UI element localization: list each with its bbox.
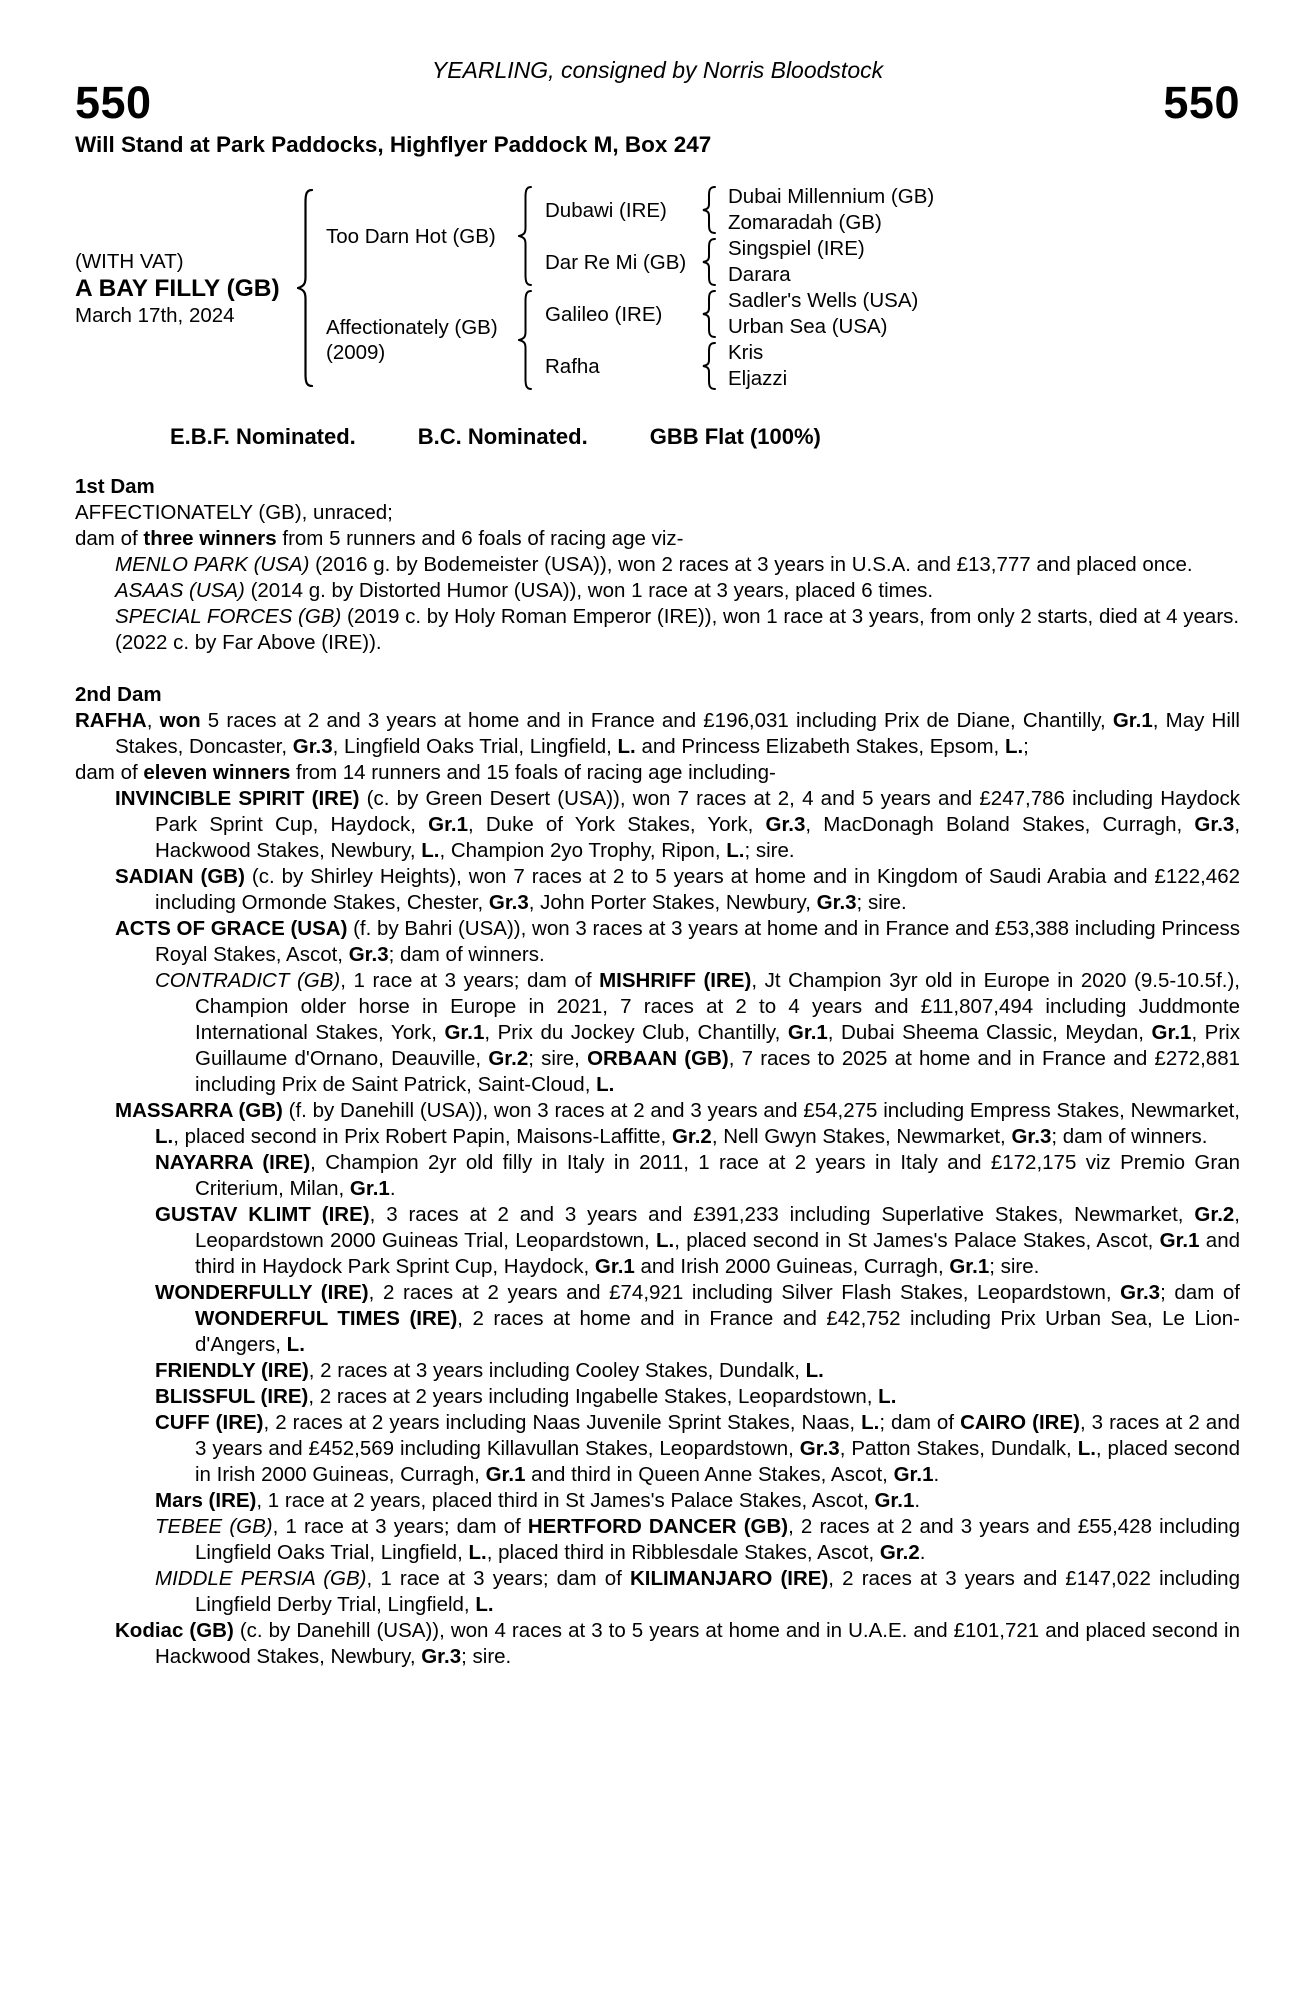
catalogue-paragraph: Kodiac (GB) (c. by Danehill (USA)), won 4 races at 3 to 5 years at home and in U.A.E. and £101,721 and placed second in Hackwood Stakes, Newbury, Gr.3; sire. — [115, 1619, 1240, 1668]
section-heading: 2nd Dam — [75, 683, 162, 706]
generation-1-column — [326, 184, 934, 392]
pedigree-brace-icon — [297, 189, 314, 387]
dam-section — [75, 474, 1240, 656]
catalogue-paragraph: MASSARRA (GB) (f. by Danehill (USA)), won 3 races at 2 and 3 years and £54,275 including Empress Stakes, Newmarket, L., placed second in Prix Robert Papin, Maisons-Laffitte, Gr.2, Nell Gwyn Stakes, Newmarket, Gr.3; dam of winners. — [115, 1099, 1240, 1148]
dam-granddam-branch — [545, 340, 918, 392]
great-grandparent-name: Singspiel (IRE) — [728, 237, 865, 260]
bc-nomination: B.C. Nominated. — [417, 424, 588, 449]
granddam-name: Rafha — [545, 354, 600, 378]
sire-grandsire-branch — [545, 184, 934, 236]
lot-number-row — [75, 77, 1240, 128]
dam-sections — [75, 474, 1240, 1670]
catalogue-paragraph: AFFECTIONATELY (GB), unraced; — [75, 501, 393, 524]
lot-number-left: 550 — [75, 77, 152, 128]
catalogue-paragraph: SPECIAL FORCES (GB) (2019 c. by Holy Roman Emperor (IRE)), won 1 race at 3 years, from only 2 starts, died at 4 years. — [115, 605, 1240, 628]
great-grandparent-name: Darara — [728, 263, 791, 286]
catalogue-paragraph: ASAAS (USA) (2014 g. by Distorted Humor (USA)), won 1 race at 3 years, placed 6 times. — [115, 579, 934, 602]
ebf-nomination: E.B.F. Nominated. — [170, 424, 356, 449]
granddam-brace-icon — [702, 238, 716, 286]
grandsire-name: Galileo (IRE) — [545, 302, 663, 326]
catalogue-paragraph: MIDDLE PERSIA (GB), 1 race at 3 years; dam of KILIMANJARO (IRE), 2 races at 3 years and £147,022 including Lingfield Derby Trial, Lingfield, L. — [155, 1567, 1240, 1616]
great-grandparent-name: Urban Sea (USA) — [728, 315, 888, 338]
catalogue-paragraph: NAYARRA (IRE), Champion 2yr old filly in Italy in 2011, 1 race at 2 years in Italy and £172,175 viz Premio Gran Criterium, Milan, Gr.1. — [155, 1151, 1240, 1200]
great-grandparent-name: Zomaradah (GB) — [728, 211, 882, 234]
pedigree-tree — [75, 184, 1240, 392]
nominations-row — [75, 424, 1240, 450]
great-grandparent-name: Sadler's Wells (USA) — [728, 289, 919, 312]
dam-name-block — [326, 315, 514, 365]
gbb-flat-note: GBB Flat (100%) — [649, 424, 821, 449]
sire-name: Too Darn Hot (GB) — [326, 224, 496, 248]
grandsire-brace-icon — [702, 186, 716, 234]
catalogue-paragraph: SADIAN (GB) (c. by Shirley Heights), won 7 races at 2 to 5 years at home and in Kingdom of Saudi Arabia and £122,462 including Ormonde Stakes, Chester, Gr.3, John Porter Stakes, Newbury, Gr.3; sire. — [115, 865, 1241, 914]
lot-details — [75, 249, 293, 328]
catalogue-paragraph: ACTS OF GRACE (USA) (f. by Bahri (USA)), won 3 races at 3 years at home and in France and £53,388 including Princess Royal Stakes, Ascot, Gr.3; dam of winners. — [115, 917, 1240, 966]
catalogue-paragraph: WONDERFULLY (IRE), 2 races at 2 years and £74,921 including Silver Flash Stakes, Leopardstown, Gr.3; dam of WONDERFUL TIMES (IRE), 2 races at home and in France and £42,752 including Prix Urban Sea, Le Lion-d'Angers, L. — [155, 1281, 1241, 1356]
grandsire-brace-icon — [702, 290, 716, 338]
dam-brace-icon — [518, 290, 533, 390]
granddam-brace-icon — [702, 342, 716, 390]
catalogue-paragraph: CUFF (IRE), 2 races at 2 years including Naas Juvenile Sprint Stakes, Naas, L.; dam of CAIRO (IRE), 3 races at 2 and 3 years and £452,569 including Killavullan Stakes, Leopardstown, Gr.3, Patton Stakes, Dundalk, L., placed second in Irish 2000 Guineas, Curragh, Gr.1 and third in Queen Anne Stakes, Ascot, Gr.1. — [155, 1411, 1241, 1486]
dam-branch — [326, 288, 934, 392]
catalogue-paragraph: MENLO PARK (USA) (2016 g. by Bodemeister (USA)), won 2 races at 3 years in U.S.A. and £13,777 and placed once. — [115, 553, 1193, 576]
sire-granddam-branch — [545, 236, 934, 288]
section-heading: 1st Dam — [75, 475, 155, 498]
catalogue-paragraph: Mars (IRE), 1 race at 2 years, placed third in St James's Palace Stakes, Ascot, Gr.1. — [155, 1489, 921, 1512]
sire-brace-icon — [518, 186, 533, 286]
catalogue-paragraph: CONTRADICT (GB), 1 race at 3 years; dam of MISHRIFF (IRE), Jt Champion 3yr old in Europe in 2020 (9.5-10.5f.), Champion older horse in Europe in 2021, 7 races at 2 to 4 years and £11,807,494 including Juddmonte International Stakes, York, Gr.1, Prix du Jockey Club, Chantilly, Gr.1, Dubai Sheema Classic, Meydan, Gr.1, Prix Guillaume d'Ornano, Deauville, Gr.2; sire, ORBAAN (GB), 7 races to 2025 at home and in France and £272,881 including Prix de Saint Patrick, Saint-Cloud, L. — [155, 969, 1240, 1096]
vat-note: (WITH VAT) — [75, 249, 184, 273]
catalogue-paragraph: TEBEE (GB), 1 race at 3 years; dam of HERTFORD DANCER (GB), 2 races at 2 and 3 years and £55,428 including Lingfield Oaks Trial, Lingfield, L., placed third in Ribblesdale Stakes, Ascot, Gr.2. — [155, 1515, 1241, 1564]
great-grandparent-name: Eljazzi — [728, 367, 788, 390]
catalogue-paragraph: RAFHA, won 5 races at 2 and 3 years at home and in France and £196,031 including Prix de Diane, Chantilly, Gr.1, May Hill Stakes, Doncaster, Gr.3, Lingfield Oaks Trial, Lingfield, L. and Princess Elizabeth Stakes, Epsom, L.; — [75, 709, 1240, 758]
foal-date: March 17th, 2024 — [75, 303, 235, 327]
granddam-name: Dar Re Mi (GB) — [545, 250, 687, 274]
sire-branch — [326, 184, 934, 288]
horse-description: A BAY FILLY (GB) — [75, 274, 280, 302]
dam-section — [75, 682, 1240, 1670]
great-grandparent-name: Dubai Millennium (GB) — [728, 185, 935, 208]
consignment-line: YEARLING, consigned by Norris Bloodstock — [431, 57, 884, 83]
lot-number-right: 550 — [1163, 77, 1240, 128]
catalogue-paragraph: (2022 c. by Far Above (IRE)). — [115, 631, 382, 654]
dam-year: (2009) — [326, 341, 386, 364]
catalogue-paragraph: dam of eleven winners from 14 runners and 15 foals of racing age including- — [75, 761, 776, 784]
dam-grandsire-branch — [545, 288, 918, 340]
catalogue-paragraph: GUSTAV KLIMT (IRE), 3 races at 2 and 3 years and £391,233 including Superlative Stakes, Newmarket, Gr.2, Leopardstown 2000 Guineas Trial, Leopardstown, L., placed second in St James's Palace Stakes, Ascot, Gr.1 and third in Haydock Park Sprint Cup, Haydock, Gr.1 and Irish 2000 Guineas, Curragh, Gr.1; sire. — [155, 1203, 1241, 1278]
catalogue-paragraph: dam of three winners from 5 runners and 6 foals of racing age viz- — [75, 527, 684, 550]
catalogue-paragraph: BLISSFUL (IRE), 2 races at 2 years including Ingabelle Stakes, Leopardstown, L. — [155, 1385, 897, 1408]
grandsire-name: Dubawi (IRE) — [545, 198, 667, 222]
catalogue-paragraph: INVINCIBLE SPIRIT (IRE) (c. by Green Desert (USA)), won 7 races at 2, 4 and 5 years and £247,786 including Haydock Park Sprint Cup, Haydock, Gr.1, Duke of York Stakes, York, Gr.3, MacDonagh Boland Stakes, Curragh, Gr.3, Hackwood Stakes, Newbury, L., Champion 2yo Trophy, Ripon, L.; sire. — [115, 787, 1241, 862]
stand-location: Will Stand at Park Paddocks, Highflyer Paddock M, Box 247 — [75, 132, 712, 157]
catalogue-paragraph: FRIENDLY (IRE), 2 races at 3 years including Cooley Stakes, Dundalk, L. — [155, 1359, 824, 1382]
dam-name: Affectionately (GB) — [326, 316, 498, 339]
great-grandparent-name: Kris — [728, 341, 764, 364]
